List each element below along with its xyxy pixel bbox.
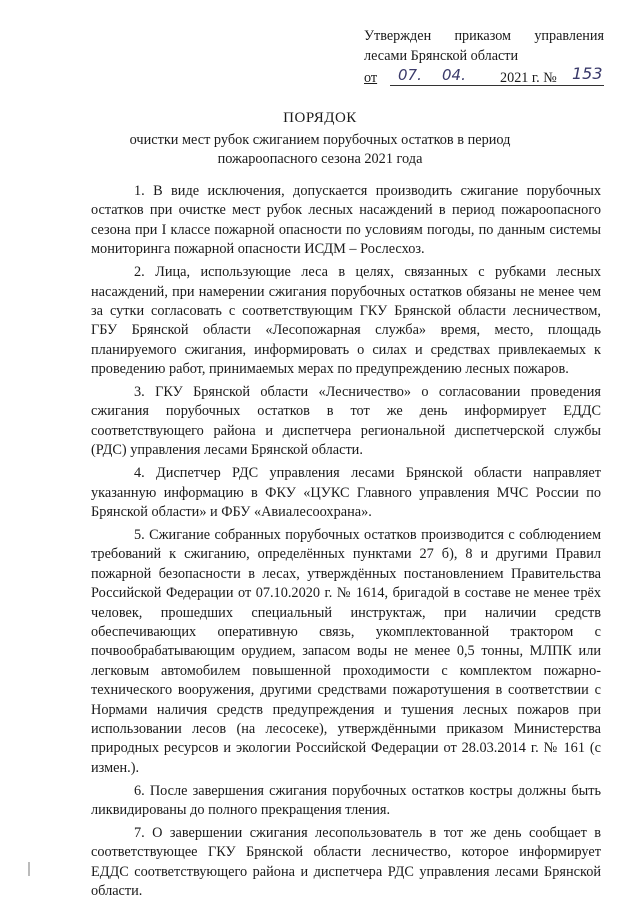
document-body bbox=[91, 182, 601, 905]
handwritten-day: 07. bbox=[398, 66, 422, 84]
paragraph-2: 2. Лица, использующие леса в целях, связанных с рубками лесных насаждений, при намерении сжигания порубочных остатков обязаны не менее чем за сутки согласовать с соответствующим ГКУ Брянской области лесничеством, ГБУ Брянской области «Лесопожарная служба» время, место, площадь планируемого сжигания, информировать о силах и средствах привлекаемых к проведению работ, принимаемых мерах по предупреждению лесных пожаров. bbox=[91, 264, 601, 378]
handwritten-order-number: 153 bbox=[572, 64, 603, 83]
approval-date-line bbox=[364, 64, 604, 88]
paragraph-4: 4. Диспетчер РДС управления лесами Брянской области направляет указанную информацию в ФКУ «ЦУКС Главного управления МЧС России по Брянской области» и ФБУ «Авиалесоохрана». bbox=[91, 465, 601, 520]
approval-line-1: Утвержден приказом управления bbox=[364, 28, 604, 44]
handwritten-month: 04. bbox=[442, 66, 466, 84]
paragraph-5: 5. Сжигание собранных порубочных остатков производится с соблюдением требований к сжиганию, определённых пунктами 27 б), 8 и другими Правил пожарной безопасности в лесах, утверждённых постановлением Правительства Российской Федерации от 07.10.2020 г. № 1614, бригадой в составе не менее трёх человек, прошедших специальный инструктаж, при наличии средств обеспечивающих оперативную связь, укомплектованной трактором с почвообрабатывающим орудием, запасом воды не менее 0,5 тонны, МЛПК или легковым автомобилем повышенной проходимости с комплектом пожарно-технического вооружения, другими средствами пожаротушения в соответствии с Нормами наличия средств предупреждения и тушения лесных пожаров при использовании лесов (на лесосеке), утверждёнными приказом Министерства природных ресурсов и экологии Российской Федерации от 28.03.2014 г. № 161 (с измен.). bbox=[91, 526, 601, 776]
approval-block bbox=[364, 26, 604, 88]
approval-year: 2021 г. № bbox=[500, 70, 557, 86]
approval-from: от bbox=[364, 70, 378, 86]
paragraph-7: 7. О завершении сжигания лесопользователь в тот же день сообщает в соответствующее ГКУ Брянской области лесничество, которое информирует ЕДДС соответствующего района и диспетчера РДС управления лесами Брянской области. bbox=[91, 825, 601, 900]
date-underline bbox=[390, 85, 604, 86]
scan-margin-mark bbox=[28, 862, 30, 876]
paragraph-6: 6. После завершения сжигания порубочных остатков костры должны быть ликвидированы до полного прекращения тления. bbox=[91, 782, 601, 819]
approval-line-2: лесами Брянской области bbox=[364, 48, 519, 64]
document-title: ПОРЯДОК bbox=[283, 110, 357, 126]
paragraph-3: 3. ГКУ Брянской области «Лесничество» о согласовании проведения сжигания порубочных остатков в тот же день информирует ЕДДС соответствующего района и диспетчера региональной диспетчерской службы (РДС) управления лесами Брянской области. bbox=[91, 384, 601, 459]
document-subtitle: очистки мест рубок сжиганием порубочных остатков в период пожароопасного сезона 2021 года bbox=[129, 132, 511, 167]
paragraph-1: 1. В виде исключения, допускается производить сжигание порубочных остатков при очистке мест рубок лесных насаждений в период пожароопасного сезона при I классе пожарной опасности по условиям погоды, по данным системы мониторинга пожарной опасности ИСДМ – Рослесхоз. bbox=[91, 183, 601, 258]
